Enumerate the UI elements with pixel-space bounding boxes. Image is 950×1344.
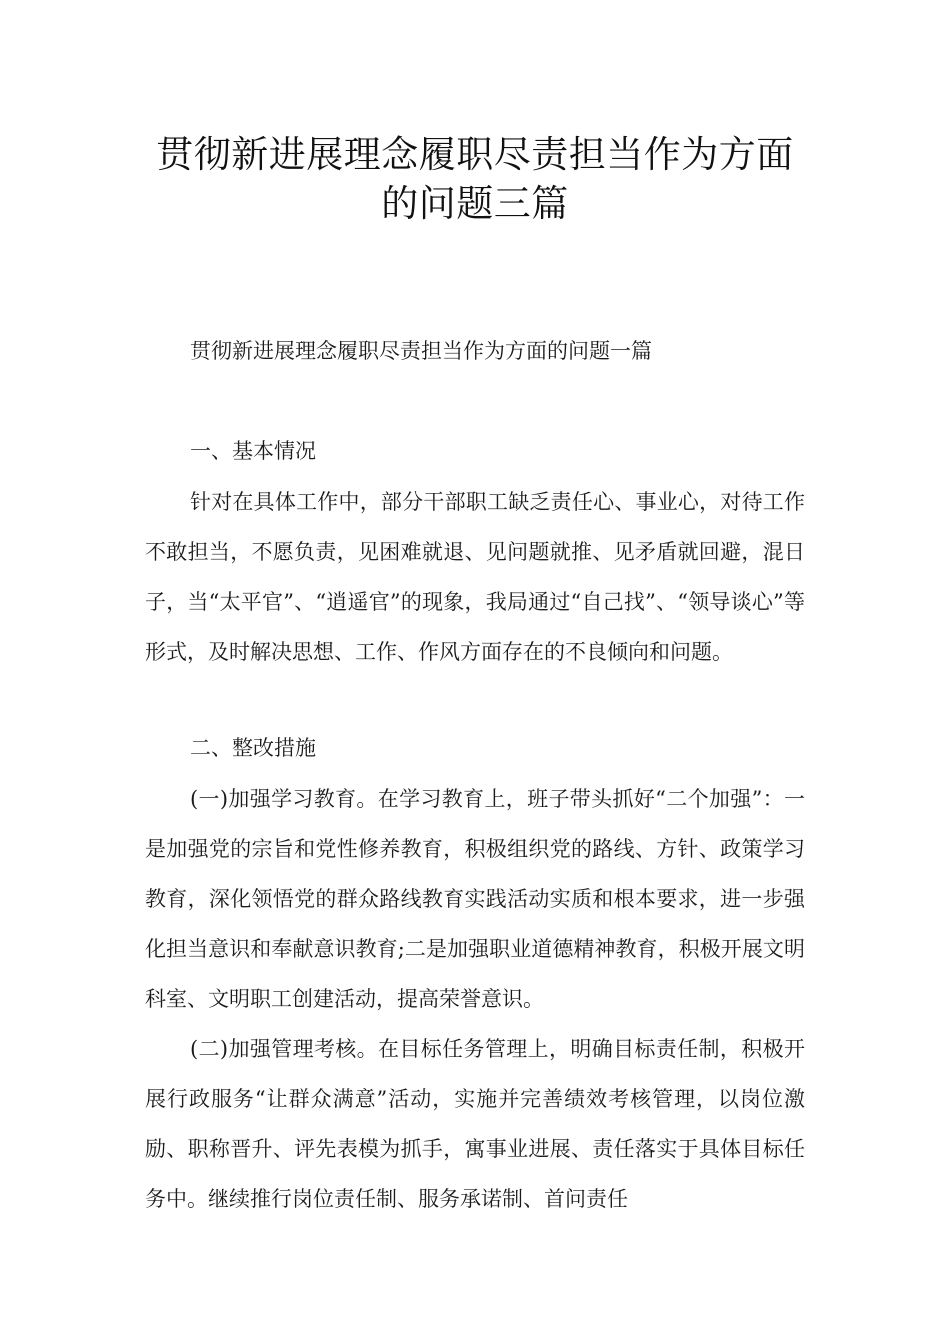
- document-subtitle: 贯彻新进展理念履职尽责担当作为方面的问题一篇: [190, 339, 652, 363]
- document-title-line-1: 贯彻新进展理念履职尽责担当作为方面: [156, 133, 794, 176]
- document-title-line-2: 的问题三篇: [381, 182, 569, 225]
- paragraph-basic-situation: 针对在具体工作中，部分干部职工缺乏责任心、事业心，对待工作不敢担当，不愿负责，见困难就退、见问题就推、见矛盾就回避，混日子，当“太平官”、“逍遥官”的现象，我局通过“自己找”、“领导谈心”等形式，及时解决思想、工作、作风方面存在的不良倾向和问题。: [145, 490, 805, 664]
- paragraph-measure-1: (一)加强学习教育。在学习教育上，班子带头抓好“二个加强”：一是加强党的宗旨和党性修养教育，积极组织党的路线、方针、政策学习教育，深化领悟党的群众路线教育实践活动实质和根本要求，进一步强化担当意识和奉献意识教育;二是加强职业道德精神教育，积极开展文明科室、文明职工创建活动，提高荣誉意识。: [145, 787, 805, 1011]
- section-heading-rectification-measures: 二、整改措施: [190, 736, 316, 760]
- paragraph-measure-2: (二)加强管理考核。在目标任务管理上，明确目标责任制，积极开展行政服务“让群众满意”活动，实施并完善绩效考核管理，以岗位激励、职称晋升、评先表模为抓手，寓事业进展、责任落实于具体目标任务中。继续推行岗位责任制、服务承诺制、首问责任: [145, 1037, 805, 1211]
- section-heading-basic-situation: 一、基本情况: [190, 439, 316, 463]
- document-title: [120, 130, 830, 228]
